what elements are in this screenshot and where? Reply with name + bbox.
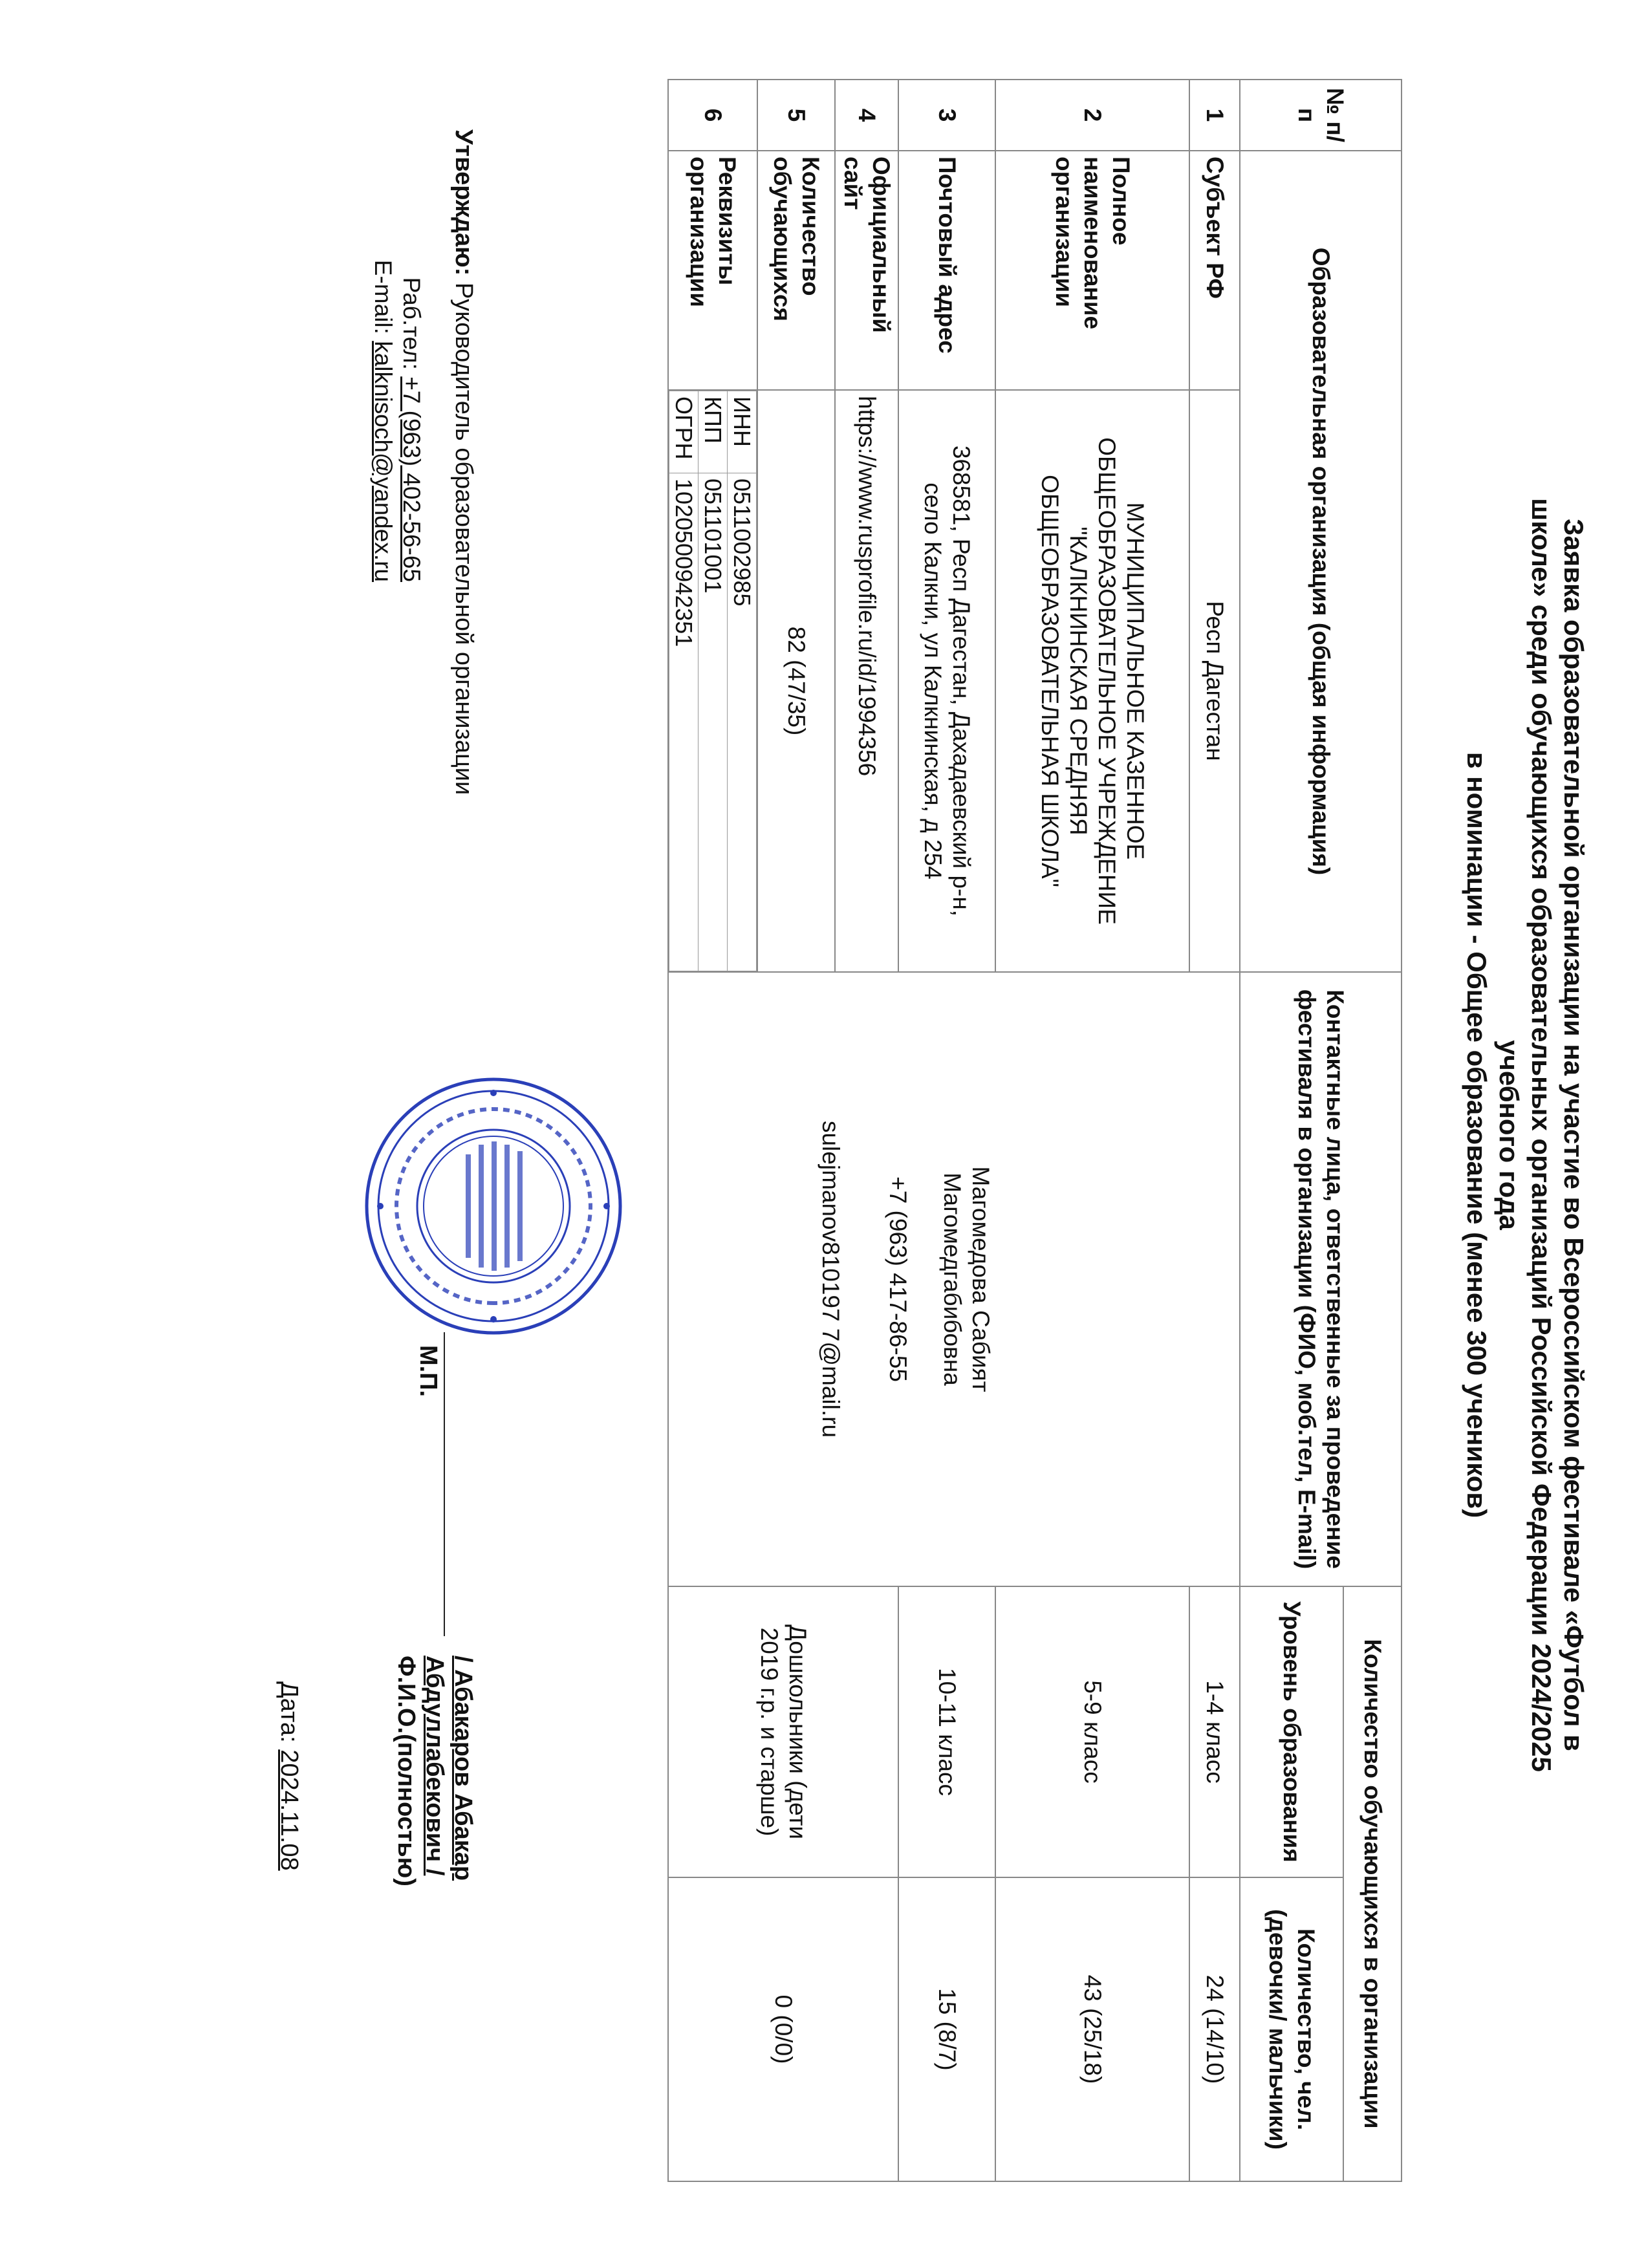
application-table [667, 79, 1402, 2182]
signer-name: / Абакаров Абакар Абдуллабекович / [421, 1656, 477, 1881]
row-label: Почтовый адрес [898, 151, 995, 390]
count-cell: 24 (14/10) [1189, 1877, 1240, 2181]
requisite-row [669, 391, 698, 971]
row-label: Реквизиты организации [668, 151, 757, 390]
title-line-4: в номинации - Общее образование (менее 300 учеников) [1462, 751, 1492, 1518]
row-num: 1 [1189, 80, 1240, 151]
row-label: Субъект РФ [1189, 151, 1240, 390]
approve-label: Утверждаю: [450, 129, 477, 276]
approval-line [449, 129, 477, 795]
requisite-row [698, 391, 728, 971]
row-value: 82 (47/35) [757, 390, 835, 972]
header-contacts: Контактные лица, ответственные за проведение фестиваля в организации (ФИО, моб.тел, E-mail) [1240, 972, 1402, 1586]
signer-block [392, 1656, 477, 1927]
level-cell: Дошкольники (дети 2019 г.р. и старше) [668, 1586, 898, 1877]
row-value: 368581, Респ Дагестан, Дахадаевский р-н, село Калкни, ул Калкнинская, д 254 [898, 390, 995, 972]
row-value: https://www.rusprofile.ru/id/1994356 [835, 390, 898, 972]
header-num: № п/п [1240, 80, 1402, 151]
stamp-place-label: М.П. [415, 1345, 442, 1398]
header-level: Уровень образования [1240, 1586, 1343, 1877]
requisite-row [728, 391, 757, 971]
header-count: Количество, чел. (девочки/ мальчики) [1240, 1877, 1343, 2181]
phone-line [397, 246, 426, 582]
title-line-1: Заявка образовательной организации на участие во Всероссийском фестивале «Футбол в [1559, 519, 1589, 1751]
requisites-table [669, 391, 757, 971]
signer-caption: Ф.И.О.(полностью) [393, 1656, 420, 1886]
approve-text: Руководитель образовательной организации [450, 282, 477, 795]
phone-label: Раб.тел: [398, 277, 425, 370]
date-label: Дата: [276, 1681, 303, 1743]
document-title [1460, 78, 1590, 2192]
level-cell: 5-9 класс [995, 1586, 1189, 1877]
contact-phone: +7 (963) 417-86-55 [885, 1176, 911, 1382]
title-line-2: школе» среди обучающихся образовательных организаций Российской Федерации 2024/2025 [1526, 498, 1557, 1772]
level-cell: 10-11 класс [898, 1586, 995, 1877]
requisite-value: 0511002985 [728, 473, 757, 971]
row-num: 5 [757, 80, 835, 151]
count-cell: 0 (0/0) [668, 1877, 898, 2181]
date-line [275, 1681, 303, 1871]
row-value: Респ Дагестан [1189, 390, 1240, 972]
requisite-key: ОГРН [669, 391, 698, 473]
row-num: 6 [668, 80, 757, 151]
contact-cell [668, 972, 1240, 1586]
requisite-key: ИНН [728, 391, 757, 473]
email-value[interactable]: kalknisoch@yandex.ru [370, 341, 396, 582]
header-students: Количество обучающихся в организации [1343, 1586, 1402, 2181]
official-seal-icon [361, 1074, 626, 1339]
email-label: E-mail: [370, 259, 396, 334]
date-value: 2024.11.08 [276, 1749, 303, 1871]
table-header-row [1343, 80, 1402, 2181]
title-line-3: учебного года [1494, 1040, 1524, 1230]
contact-email: sulejmanov810197 7@mail.ru [817, 1120, 844, 1438]
contact-name: Магомедова Сабият Магомедгабибовна [939, 1166, 994, 1392]
requisite-value: 1020500942351 [669, 473, 698, 971]
row-num: 4 [835, 80, 898, 151]
phone-value: +7 (963) 402-56-65 [398, 376, 425, 582]
table-row [1189, 80, 1240, 2181]
count-cell: 43 (25/18) [995, 1877, 1189, 2181]
row-num: 3 [898, 80, 995, 151]
count-cell: 15 (8/7) [898, 1877, 995, 2181]
row-label: Полное наименование организации [995, 151, 1189, 390]
row-label: Официальный сайт [835, 151, 898, 390]
requisite-value: 051101001 [698, 473, 728, 971]
requisite-key: КПП [698, 391, 728, 473]
header-organization: Образовательная организация (общая информация) [1240, 151, 1402, 972]
signature-line [444, 1332, 445, 1636]
footer-contacts [369, 246, 426, 582]
row-label: Количество обучающихся [757, 151, 835, 390]
row-value: МУНИЦИПАЛЬНОЕ КАЗЕННОЕ ОБЩЕОБРАЗОВАТЕЛЬНОЕ УЧРЕЖДЕНИЕ "КАЛКНИНСКАЯ СРЕДНЯЯ ОБЩЕОБРАЗОВАТЕЛЬНАЯ ШКОЛА" [995, 390, 1189, 972]
row-num: 2 [995, 80, 1189, 151]
level-cell: 1-4 класс [1189, 1586, 1240, 1877]
requisites-cell [668, 390, 757, 972]
email-line [369, 246, 397, 582]
